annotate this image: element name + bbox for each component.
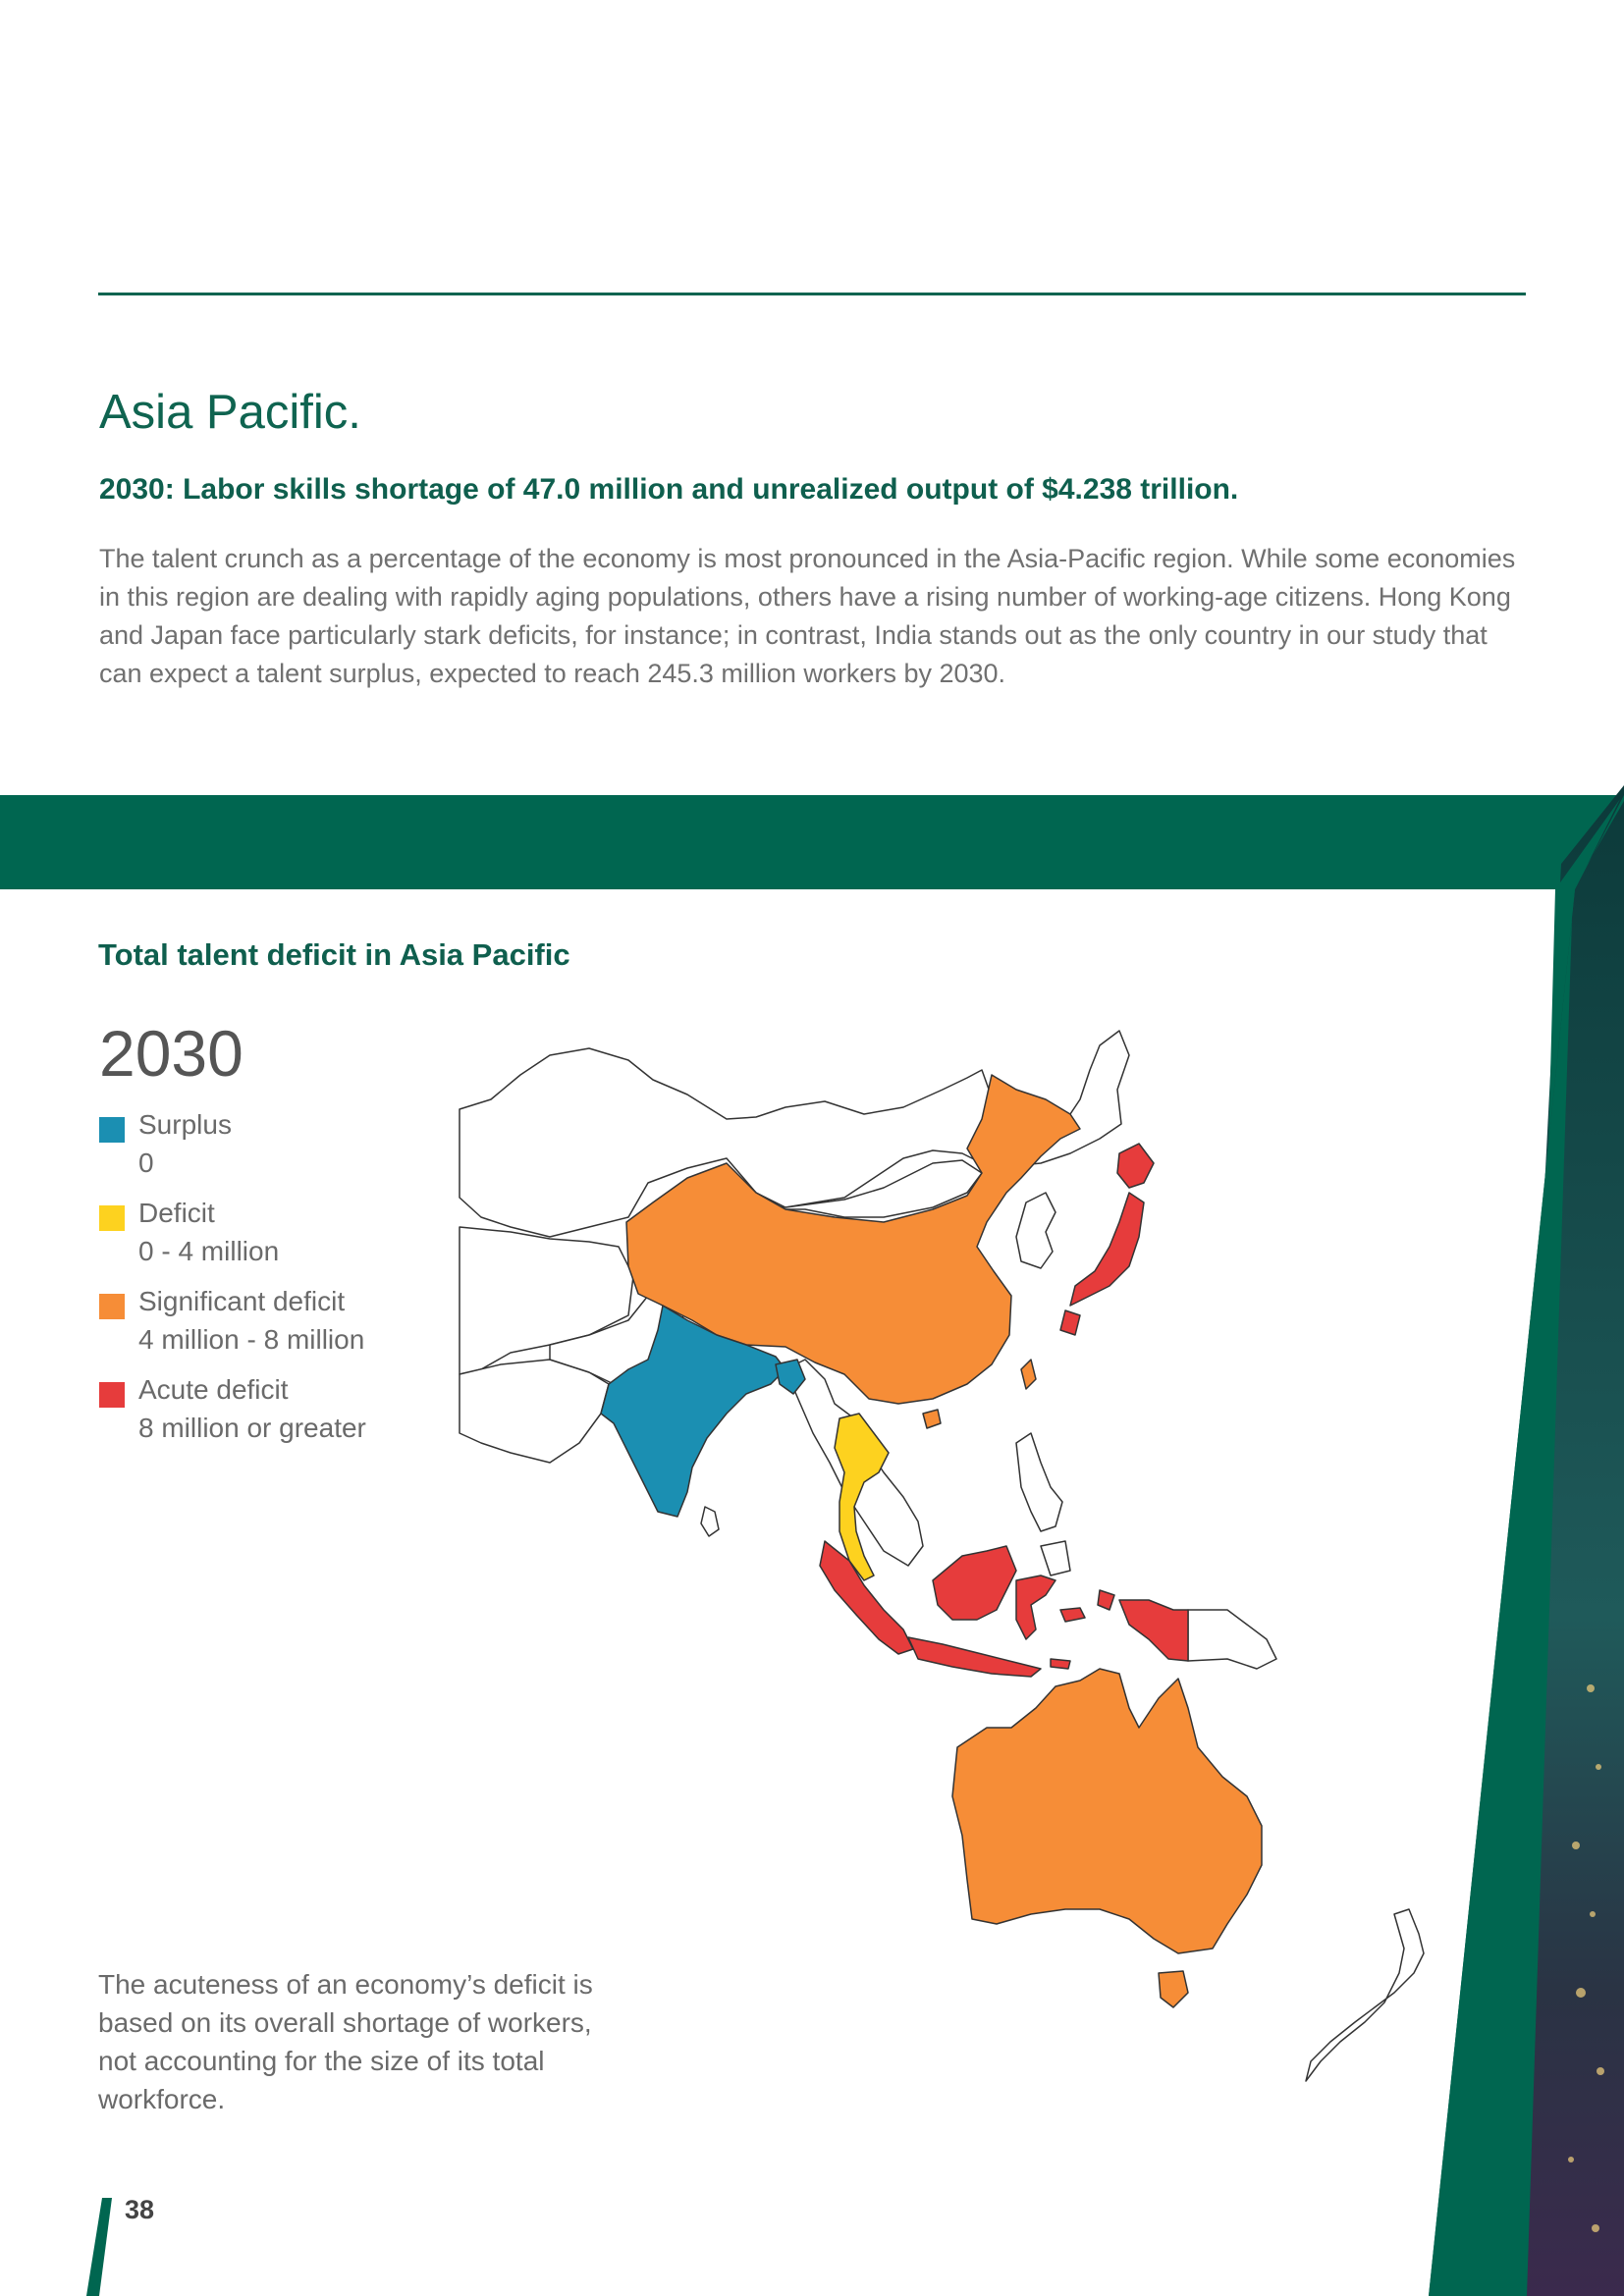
intro-paragraph: The talent crunch as a percentage of the economy is most pronounced in the Asia-Pacific region. While some economies in this region are dealing with rapidly aging populations, others have a rising number of working-age citizens. Hong Kong and Japan face particularly stark deficits, for instance; in contrast, India stands out as the only country in our study that can expect a talent surplus, expected to reach 245.3 million workers by 2030. (99, 544, 1516, 688)
city-lights (1568, 1684, 1604, 2232)
legend-label: Deficit (138, 1198, 215, 1228)
map-legend (99, 1109, 433, 1463)
map-region-papua-new-guinea (1188, 1610, 1276, 1669)
page-corner-accent (86, 2198, 112, 2296)
legend-range: 4 million - 8 million (138, 1324, 365, 1355)
map-region-sulawesi (1016, 1575, 1056, 1639)
page-number: 38 (125, 2195, 155, 2224)
legend-item-significant-deficit (99, 1286, 433, 1374)
legend-range: 0 - 4 million (138, 1236, 280, 1266)
legend-item-acute-deficit (99, 1374, 433, 1463)
map-region-java (908, 1637, 1041, 1677)
top-rule (98, 293, 1526, 295)
map-region-japan (1060, 1144, 1154, 1335)
map-region-tasmania (1159, 1971, 1188, 2007)
section-title: Asia Pacific. (99, 386, 361, 439)
asia-pacific-map (452, 1011, 1532, 2101)
legend-label: Significant deficit (138, 1286, 346, 1316)
map-region-new-zealand (1306, 1909, 1424, 2081)
map-region-taiwan (1021, 1360, 1036, 1389)
map-region-hong-kong (923, 1410, 941, 1428)
legend-label: Acute deficit (138, 1374, 289, 1405)
map-region-papua (1119, 1600, 1188, 1661)
legend-range: 0 (138, 1148, 154, 1178)
map-region-islands (1051, 1590, 1114, 1669)
map-footnote: The acuteness of an economy’s deficit is based on its overall shortage of workers, not accounting for the size of its total workforce. (98, 1969, 593, 2114)
map-region-australia (952, 1669, 1262, 1953)
legend-swatch (99, 1117, 125, 1143)
map-title: Total talent deficit in Asia Pacific (98, 937, 570, 972)
legend-item-deficit (99, 1198, 433, 1286)
map-region-korea (1016, 1193, 1056, 1268)
legend-swatch (99, 1205, 125, 1231)
legend-item-surplus (99, 1109, 433, 1198)
legend-label: Surplus (138, 1109, 232, 1140)
legend-swatch (99, 1294, 125, 1319)
green-banner (0, 795, 1624, 889)
map-region-borneo (933, 1546, 1016, 1620)
map-region-middle-east (460, 1360, 609, 1463)
legend-swatch (99, 1382, 125, 1408)
headline: 2030: Labor skills shortage of 47.0 million and unrealized output of $4.238 trillion. (99, 473, 1239, 506)
map-region-sri-lanka (701, 1507, 719, 1536)
map-year: 2030 (99, 1017, 244, 1090)
legend-range: 8 million or greater (138, 1413, 366, 1443)
map-region-philippines (1016, 1433, 1070, 1575)
